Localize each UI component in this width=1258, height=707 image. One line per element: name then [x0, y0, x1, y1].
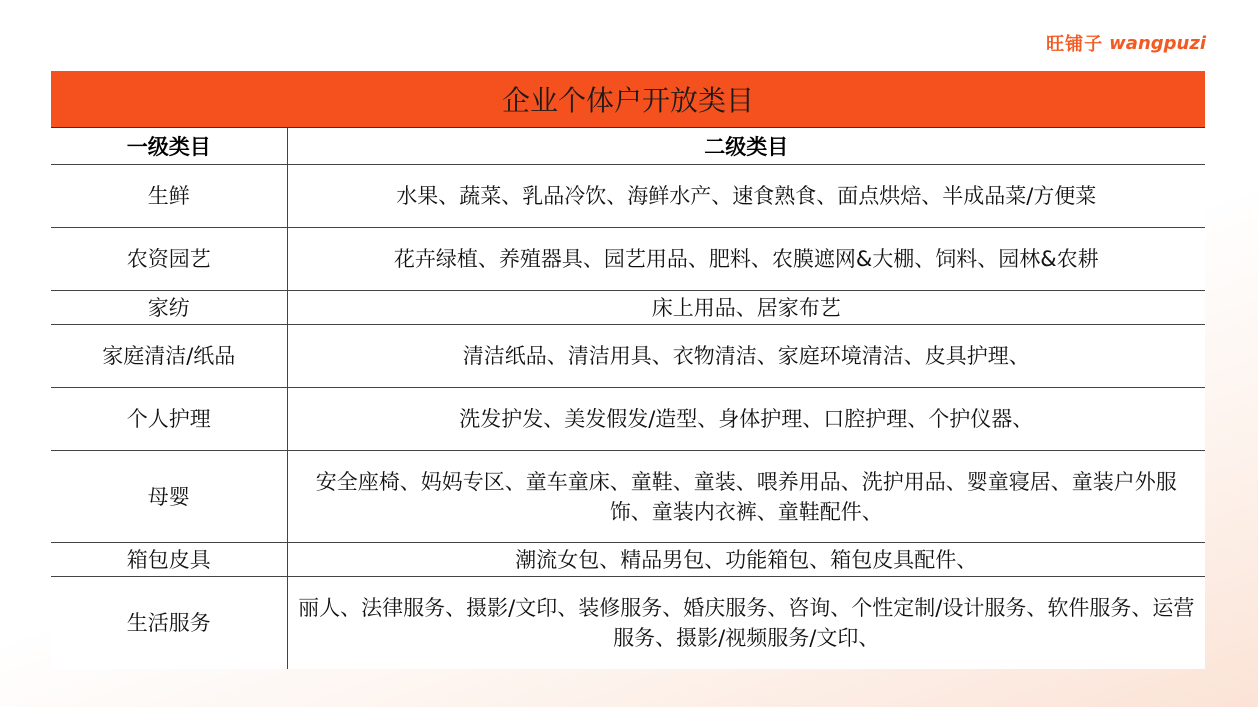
table-row — [51, 165, 1205, 228]
primary-category: 家纺 — [51, 291, 287, 325]
secondary-categories: 丽人、法律服务、摄影/文印、装修服务、婚庆服务、咨询、个性定制/设计服务、软件服务、运营服务、摄影/视频服务/文印、 — [298, 595, 1195, 650]
primary-category: 生活服务 — [51, 577, 287, 669]
table-row — [51, 388, 1205, 451]
secondary-categories: 潮流女包、精品男包、功能箱包、箱包皮具配件、 — [287, 543, 1205, 577]
brand-name-en: wangpuzi — [1109, 32, 1206, 54]
table-row — [51, 451, 1205, 543]
secondary-categories: 清洁纸品、清洁用具、衣物清洁、家庭环境清洁、皮具护理、 — [287, 325, 1205, 388]
brand-name-cn: 旺铺子 — [1046, 34, 1104, 55]
secondary-categories: 水果、蔬菜、乳品冷饮、海鲜水产、速食熟食、面点烘焙、半成品菜/方便菜 — [287, 165, 1205, 228]
table-row — [51, 325, 1205, 388]
brand-logo — [1046, 30, 1206, 56]
table-row — [51, 543, 1205, 577]
category-table — [51, 71, 1205, 669]
secondary-categories: 安全座椅、妈妈专区、童车童床、童鞋、童装、喂养用品、洗护用品、婴童寝居、童装户外服饰、童装内衣裤、童鞋配件、 — [287, 451, 1205, 543]
primary-category: 家庭清洁/纸品 — [51, 325, 287, 388]
primary-category: 母婴 — [51, 451, 287, 543]
table-title: 企业个体户开放类目 — [51, 71, 1205, 128]
primary-category: 生鲜 — [51, 165, 287, 228]
table-row — [51, 228, 1205, 291]
column-header-primary: 一级类目 — [51, 128, 287, 165]
primary-category: 农资园艺 — [51, 228, 287, 291]
table-row — [51, 577, 1205, 669]
column-header-secondary: 二级类目 — [287, 128, 1205, 165]
primary-category: 箱包皮具 — [51, 543, 287, 577]
secondary-categories: 洗发护发、美发假发/造型、身体护理、口腔护理、个护仪器、 — [287, 388, 1205, 451]
secondary-categories: 花卉绿植、养殖器具、园艺用品、肥料、农膜遮网&大棚、饲料、园林&农耕 — [287, 228, 1205, 291]
secondary-categories: 床上用品、居家布艺 — [287, 291, 1205, 325]
primary-category: 个人护理 — [51, 388, 287, 451]
table-row — [51, 291, 1205, 325]
